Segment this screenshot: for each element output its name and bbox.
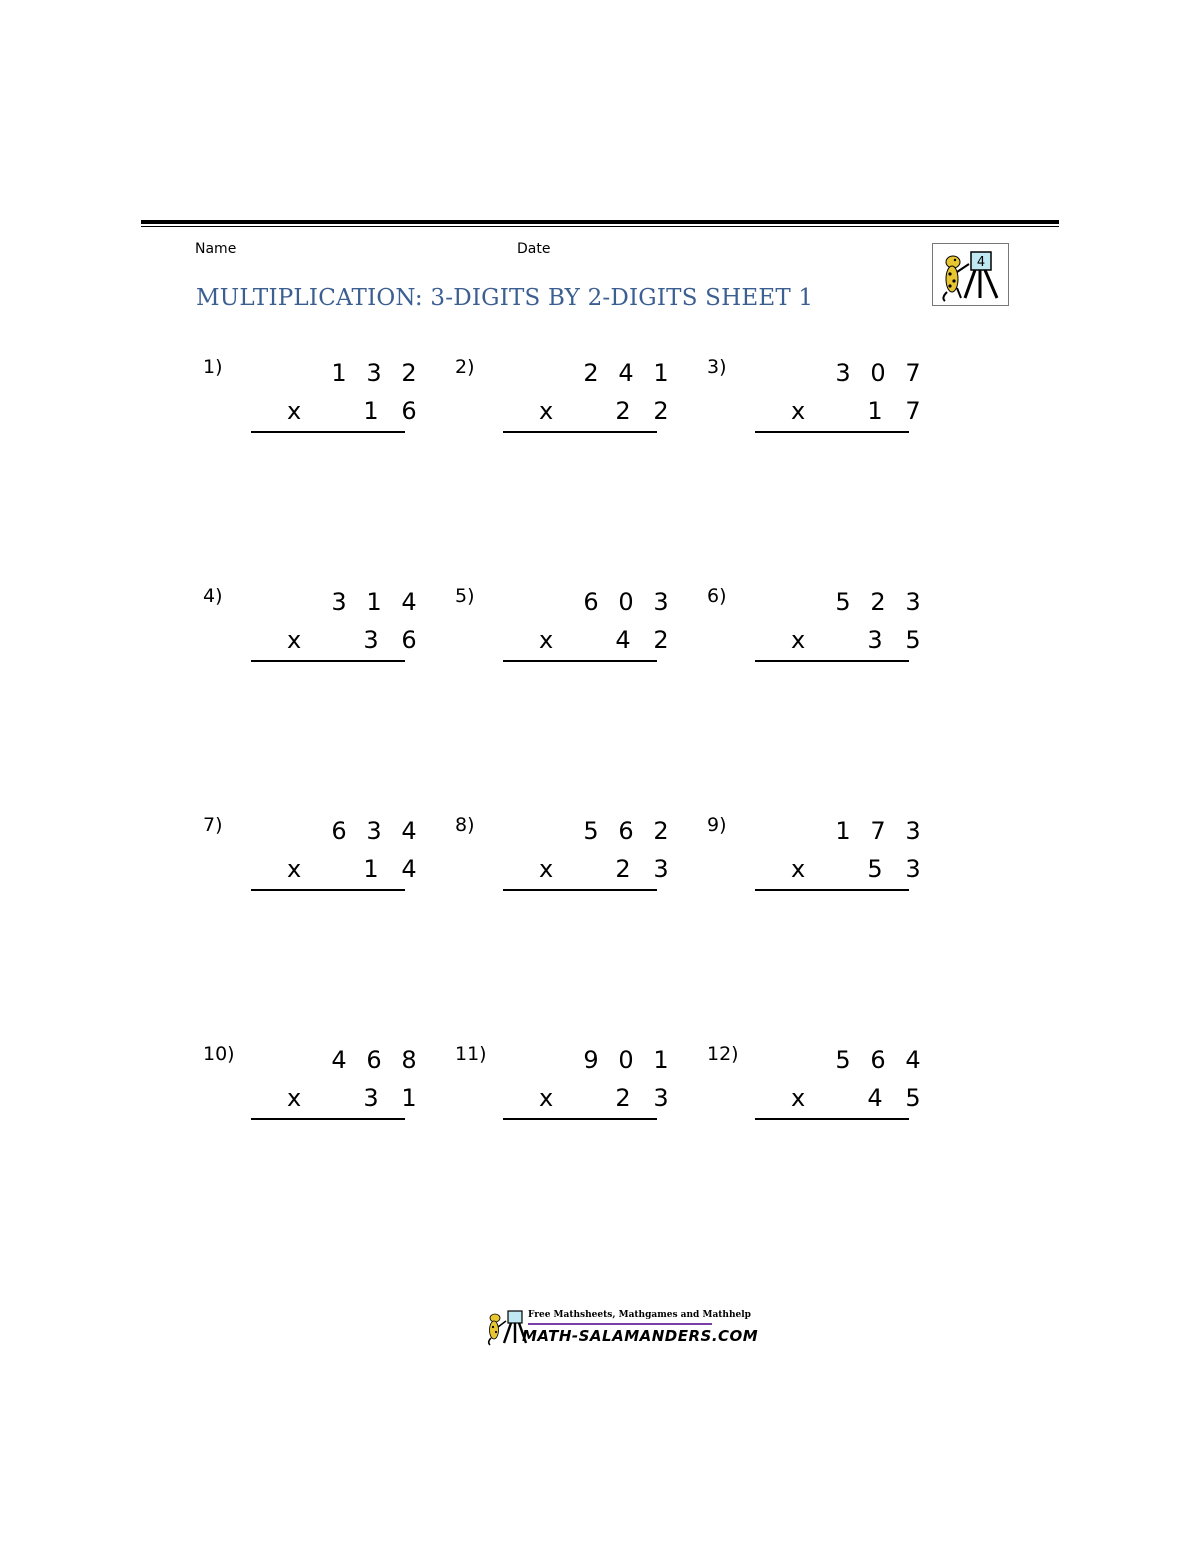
multiplier <box>613 396 671 426</box>
digit: 1 <box>653 1046 669 1074</box>
multiplicand <box>581 816 671 846</box>
date-label: Date <box>517 241 551 257</box>
digit: 2 <box>870 588 886 616</box>
problem-label: 12) <box>707 1043 739 1065</box>
header-rule-thick <box>141 220 1059 224</box>
times-sign: x <box>287 1084 302 1112</box>
multiplicand <box>329 816 419 846</box>
digit: 1 <box>867 397 883 425</box>
multiplicand <box>329 358 419 388</box>
digit: 5 <box>905 1084 921 1112</box>
digit: 5 <box>867 855 883 883</box>
problem-label: 6) <box>707 585 727 607</box>
digit: 3 <box>905 817 921 845</box>
digit: 8 <box>401 1046 417 1074</box>
page-title: MULTIPLICATION: 3-DIGITS BY 2-DIGITS SHEET 1 <box>196 285 814 311</box>
footer-site-link[interactable]: MATH-SALAMANDERS.COM <box>522 1327 759 1345</box>
problem-8 <box>455 814 675 904</box>
multiplier <box>865 854 923 884</box>
times-sign: x <box>791 397 806 425</box>
digit: 2 <box>615 397 631 425</box>
multiplicand <box>833 587 923 617</box>
digit: 4 <box>401 817 417 845</box>
times-sign: x <box>539 855 554 883</box>
digit: 4 <box>401 855 417 883</box>
multiplier <box>865 396 923 426</box>
digit: 2 <box>653 626 669 654</box>
digit: 9 <box>583 1046 599 1074</box>
answer-line <box>755 660 909 662</box>
digit: 0 <box>618 588 634 616</box>
answer-line <box>251 889 405 891</box>
digit: 5 <box>835 588 851 616</box>
problem-label: 9) <box>707 814 727 836</box>
easel-number: 4 <box>976 255 986 270</box>
answer-line <box>251 1118 405 1120</box>
answer-line <box>503 660 657 662</box>
problem-11 <box>455 1043 675 1133</box>
times-sign: x <box>539 626 554 654</box>
digit: 1 <box>363 397 379 425</box>
times-sign: x <box>539 1084 554 1112</box>
digit: 4 <box>618 359 634 387</box>
multiplier <box>865 1083 923 1113</box>
answer-line <box>503 889 657 891</box>
times-sign: x <box>791 626 806 654</box>
answer-line <box>503 1118 657 1120</box>
digit: 3 <box>363 626 379 654</box>
times-sign: x <box>791 1084 806 1112</box>
problem-label: 1) <box>203 356 223 378</box>
multiplicand <box>329 587 419 617</box>
digit: 5 <box>583 817 599 845</box>
digit: 1 <box>653 359 669 387</box>
footer-logo[interactable] <box>484 1309 759 1349</box>
problem-3 <box>707 356 927 446</box>
answer-line <box>755 431 909 433</box>
digit: 5 <box>905 626 921 654</box>
times-sign: x <box>791 855 806 883</box>
problem-6 <box>707 585 927 675</box>
problem-5 <box>455 585 675 675</box>
times-sign: x <box>287 855 302 883</box>
multiplier <box>361 854 419 884</box>
multiplicand <box>329 1045 419 1075</box>
times-sign: x <box>287 626 302 654</box>
multiplier <box>361 625 419 655</box>
digit: 2 <box>615 1084 631 1112</box>
digit: 6 <box>366 1046 382 1074</box>
digit: 1 <box>331 359 347 387</box>
digit: 4 <box>615 626 631 654</box>
digit: 6 <box>583 588 599 616</box>
multiplier <box>361 396 419 426</box>
digit: 4 <box>867 1084 883 1112</box>
digit: 1 <box>363 855 379 883</box>
problem-label: 5) <box>455 585 475 607</box>
digit: 3 <box>653 588 669 616</box>
footer-tagline: Free Mathsheets, Mathgames and Mathhelp <box>528 1310 751 1320</box>
digit: 6 <box>401 626 417 654</box>
answer-line <box>251 431 405 433</box>
problem-4 <box>203 585 423 675</box>
digit: 0 <box>870 359 886 387</box>
digit: 3 <box>366 359 382 387</box>
digit: 3 <box>905 855 921 883</box>
multiplier <box>361 1083 419 1113</box>
digit: 3 <box>835 359 851 387</box>
digit: 3 <box>366 817 382 845</box>
digit: 3 <box>905 588 921 616</box>
digit: 0 <box>618 1046 634 1074</box>
footer-underline <box>528 1323 712 1325</box>
digit: 1 <box>835 817 851 845</box>
digit: 4 <box>905 1046 921 1074</box>
problem-label: 8) <box>455 814 475 836</box>
digit: 2 <box>615 855 631 883</box>
multiplicand <box>833 1045 923 1075</box>
digit: 2 <box>401 359 417 387</box>
problem-1 <box>203 356 423 446</box>
digit: 1 <box>401 1084 417 1112</box>
answer-line <box>755 889 909 891</box>
problem-label: 4) <box>203 585 223 607</box>
digit: 7 <box>870 817 886 845</box>
problem-9 <box>707 814 927 904</box>
multiplier <box>613 625 671 655</box>
answer-line <box>755 1118 909 1120</box>
multiplicand <box>581 587 671 617</box>
digit: 6 <box>870 1046 886 1074</box>
digit: 7 <box>905 359 921 387</box>
header-rule-thin <box>141 226 1059 227</box>
times-sign: x <box>287 397 302 425</box>
digit: 2 <box>583 359 599 387</box>
problem-label: 7) <box>203 814 223 836</box>
problem-label: 3) <box>707 356 727 378</box>
problem-label: 2) <box>455 356 475 378</box>
digit: 3 <box>363 1084 379 1112</box>
digit: 5 <box>835 1046 851 1074</box>
salamander-easel-logo-icon <box>932 243 1009 306</box>
problem-12 <box>707 1043 927 1133</box>
multiplicand <box>581 1045 671 1075</box>
digit: 3 <box>867 626 883 654</box>
digit: 2 <box>653 817 669 845</box>
multiplier <box>613 854 671 884</box>
multiplier <box>865 625 923 655</box>
multiplicand <box>833 816 923 846</box>
digit: 2 <box>653 397 669 425</box>
problem-label: 10) <box>203 1043 235 1065</box>
multiplier <box>613 1083 671 1113</box>
times-sign: x <box>539 397 554 425</box>
digit: 3 <box>653 855 669 883</box>
problem-2 <box>455 356 675 446</box>
answer-line <box>251 660 405 662</box>
digit: 4 <box>331 1046 347 1074</box>
digit: 3 <box>331 588 347 616</box>
name-label: Name <box>195 241 237 257</box>
problem-label: 11) <box>455 1043 487 1065</box>
problem-7 <box>203 814 423 904</box>
digit: 6 <box>331 817 347 845</box>
digit: 4 <box>401 588 417 616</box>
problem-10 <box>203 1043 423 1133</box>
digit: 6 <box>618 817 634 845</box>
digit: 1 <box>366 588 382 616</box>
multiplicand <box>581 358 671 388</box>
answer-line <box>503 431 657 433</box>
multiplicand <box>833 358 923 388</box>
digit: 7 <box>905 397 921 425</box>
digit: 6 <box>401 397 417 425</box>
digit: 3 <box>653 1084 669 1112</box>
